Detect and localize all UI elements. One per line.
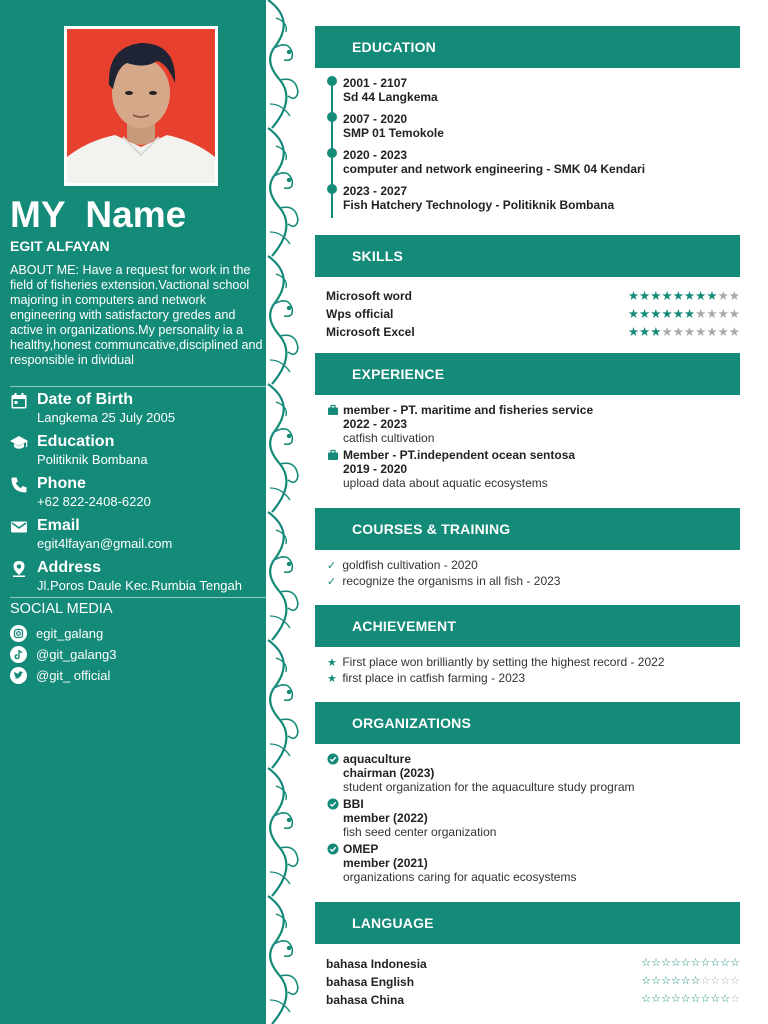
star-filled-icon: ★ <box>627 289 640 303</box>
education-years: 2007 - 2020 <box>343 112 408 126</box>
star-filled-icon: ☆ <box>670 993 681 1005</box>
instagram-icon <box>10 625 27 642</box>
section-header-courses: COURSES & TRAINING <box>315 508 740 550</box>
check-icon: ✓ <box>327 560 337 572</box>
star-filled-icon: ★ <box>650 289 662 303</box>
star-empty-icon: ☆ <box>700 975 711 987</box>
language-rating-stars <box>641 956 740 969</box>
star-icon: ★ <box>327 673 337 685</box>
tiktok-icon <box>10 646 27 663</box>
achievement-item <box>327 655 665 669</box>
decorative-ornament <box>266 0 302 1024</box>
section-header-experience: EXPERIENCE <box>315 353 740 395</box>
contact-label: Email <box>37 517 80 534</box>
social-media-title: SOCIAL MEDIA <box>10 601 113 617</box>
star-empty-icon: ☆ <box>720 975 731 987</box>
education-item <box>343 76 438 104</box>
organization-name: BBI <box>343 797 364 811</box>
star-filled-icon: ★ <box>650 325 662 339</box>
star-empty-icon: ★ <box>672 325 684 339</box>
course-item <box>327 558 478 572</box>
organization-name: aquaculture <box>343 752 412 766</box>
education-years: 2001 - 2107 <box>343 76 408 90</box>
location-pin-icon <box>10 560 28 578</box>
star-empty-icon: ★ <box>717 307 729 321</box>
timeline-dot <box>327 184 337 194</box>
experience-years: 2022 - 2023 <box>343 417 408 431</box>
star-filled-icon: ☆ <box>641 975 652 987</box>
star-filled-icon: ☆ <box>690 993 701 1005</box>
experience-role: Member - PT.independent ocean sentosa <box>343 448 576 462</box>
timeline-dot <box>327 112 337 122</box>
star-filled-icon: ★ <box>650 307 662 321</box>
star-filled-icon: ★ <box>661 307 673 321</box>
organization-name: OMEP <box>343 842 379 856</box>
star-filled-icon: ☆ <box>700 957 711 969</box>
organization-desc: student organization for the aquaculture study program <box>343 780 635 794</box>
experience-years: 2019 - 2020 <box>343 462 408 476</box>
star-empty-icon: ☆ <box>730 993 740 1005</box>
star-filled-icon: ★ <box>695 289 707 303</box>
skill-row <box>326 325 740 341</box>
star-filled-icon: ★ <box>683 289 696 303</box>
education-school: Sd 44 Langkema <box>343 90 438 104</box>
contact-label: Phone <box>37 475 86 492</box>
contact-value: Langkema 25 July 2005 <box>37 410 176 425</box>
star-filled-icon: ☆ <box>710 957 721 969</box>
achievement-text: first place in catfish farming - 2023 <box>342 671 526 685</box>
star-empty-icon: ☆ <box>730 975 740 987</box>
education-years: 2023 - 2027 <box>343 184 408 198</box>
star-filled-icon: ☆ <box>670 957 681 969</box>
star-filled-icon: ☆ <box>651 975 661 987</box>
section-header-achievement: ACHIEVEMENT <box>315 605 740 647</box>
skill-row <box>326 289 740 305</box>
star-filled-icon: ☆ <box>670 975 681 987</box>
contact-value: Jl.Poros Daule Kec.Rumbia Tengah <box>37 578 242 593</box>
skill-rating-stars <box>628 288 740 303</box>
achievement-item <box>327 671 525 685</box>
education-item <box>343 112 444 140</box>
education-school: Fish Hatchery Technology - Politiknik Bombana <box>343 198 615 212</box>
star-filled-icon: ★ <box>627 325 640 339</box>
education-item <box>343 148 645 176</box>
language-row <box>326 993 740 1009</box>
star-empty-icon: ★ <box>717 325 729 339</box>
graduation-cap-icon <box>10 434 28 452</box>
timeline-dot <box>327 76 337 86</box>
language-rating-stars <box>641 992 740 1005</box>
star-empty-icon: ★ <box>695 325 707 339</box>
star-filled-icon: ☆ <box>710 993 721 1005</box>
star-filled-icon: ☆ <box>651 957 661 969</box>
star-filled-icon: ★ <box>627 307 640 321</box>
organization-desc: organizations caring for aquatic ecosystems <box>343 870 577 884</box>
course-item <box>327 574 560 588</box>
star-empty-icon: ★ <box>661 325 673 339</box>
star-filled-icon: ☆ <box>730 957 740 969</box>
organization-role: chairman (2023) <box>343 766 435 780</box>
star-empty-icon: ★ <box>706 307 718 321</box>
star-filled-icon: ☆ <box>661 957 671 969</box>
timeline-dot <box>327 148 337 158</box>
check-icon: ✓ <box>327 576 337 588</box>
education-years: 2020 - 2023 <box>343 148 408 162</box>
social-handle: egit_galang <box>36 626 104 641</box>
education-school: computer and network engineering - SMK 04 Kendari <box>343 162 646 176</box>
divider <box>10 597 266 598</box>
social-handle: @git_ official <box>36 668 111 683</box>
language-row <box>326 957 740 973</box>
contact-label: Address <box>37 559 102 576</box>
education-item <box>343 184 614 212</box>
language-name: bahasa Indonesia <box>326 957 427 971</box>
education-school: SMP 01 Temokole <box>343 126 444 140</box>
briefcase-icon <box>327 449 339 461</box>
star-filled-icon: ☆ <box>700 993 711 1005</box>
star-filled-icon: ★ <box>639 289 651 303</box>
achievement-text: First place won brilliantly by setting the highest record - 2022 <box>342 655 665 669</box>
briefcase-icon <box>327 404 339 416</box>
star-empty-icon: ★ <box>683 325 696 339</box>
star-filled-icon: ★ <box>639 325 651 339</box>
calendar-icon <box>10 392 28 410</box>
star-filled-icon: ☆ <box>680 993 691 1005</box>
star-filled-icon: ☆ <box>690 975 701 987</box>
skill-rating-stars <box>628 306 740 321</box>
section-header-skills: SKILLS <box>315 235 740 277</box>
organization-desc: fish seed center organization <box>343 825 497 839</box>
organization-role: member (2021) <box>343 856 428 870</box>
language-name: bahasa English <box>326 975 415 989</box>
star-filled-icon: ★ <box>672 289 684 303</box>
star-empty-icon: ★ <box>706 325 718 339</box>
star-empty-icon: ★ <box>717 289 729 303</box>
contact-label: Education <box>37 433 115 450</box>
star-empty-icon: ★ <box>695 307 707 321</box>
contact-value: egit4lfayan@gmail.com <box>37 536 173 551</box>
star-filled-icon: ☆ <box>661 993 671 1005</box>
check-circle-icon <box>327 753 339 765</box>
phone-icon <box>10 476 28 494</box>
star-empty-icon: ★ <box>728 307 740 321</box>
star-filled-icon: ★ <box>672 307 684 321</box>
check-circle-icon <box>327 843 339 855</box>
check-circle-icon <box>327 798 339 810</box>
contact-value: +62 822-2408-6220 <box>37 494 151 509</box>
star-filled-icon: ☆ <box>680 975 691 987</box>
star-filled-icon: ☆ <box>661 975 671 987</box>
about-me-text: ABOUT ME: Have a request for work in the field of fisheries extension.Vactional school majoring in computers and network engineering with satisfactory gredes and active in organizations.My personality ia a healthy,honest communcative,disciplined and responsible in dividual <box>10 263 263 367</box>
course-text: recognize the organisms in all fish - 2023 <box>342 574 561 588</box>
contact-label: Date of Birth <box>37 391 133 408</box>
twitter-icon <box>10 667 27 684</box>
star-empty-icon: ☆ <box>710 975 721 987</box>
star-empty-icon: ★ <box>728 325 740 339</box>
section-header-education: EDUCATION <box>315 26 740 68</box>
name-heading: MY Name <box>10 194 187 235</box>
skill-name: Wps official <box>326 307 394 321</box>
email-icon <box>10 518 28 536</box>
skill-name: Microsoft word <box>326 289 412 303</box>
sidebar <box>0 0 266 1024</box>
star-filled-icon: ★ <box>661 289 673 303</box>
star-icon: ★ <box>327 657 337 669</box>
star-filled-icon: ☆ <box>690 957 701 969</box>
experience-desc: catfish cultivation <box>343 431 435 445</box>
star-filled-icon: ☆ <box>680 957 691 969</box>
language-rating-stars <box>641 974 740 987</box>
star-filled-icon: ★ <box>706 289 718 303</box>
course-text: goldfish cultivation - 2020 <box>342 558 478 572</box>
experience-desc: upload data about aquatic ecosystems <box>343 476 548 490</box>
section-header-organizations: ORGANIZATIONS <box>315 702 740 744</box>
profile-photo <box>64 26 218 186</box>
star-filled-icon: ☆ <box>641 993 652 1005</box>
star-filled-icon: ☆ <box>720 993 731 1005</box>
language-name: bahasa China <box>326 993 405 1007</box>
skill-rating-stars <box>628 324 740 339</box>
star-empty-icon: ★ <box>728 289 740 303</box>
section-header-language: LANGUAGE <box>315 902 740 944</box>
skill-name: Microsoft Excel <box>326 325 415 339</box>
star-filled-icon: ☆ <box>651 993 661 1005</box>
language-row <box>326 975 740 991</box>
divider <box>10 386 266 387</box>
experience-role: member - PT. maritime and fisheries service <box>343 403 594 417</box>
social-handle: @git_galang3 <box>36 647 117 662</box>
star-filled-icon: ☆ <box>641 957 652 969</box>
full-name: EGIT ALFAYAN <box>10 238 110 254</box>
star-filled-icon: ☆ <box>720 957 731 969</box>
star-filled-icon: ★ <box>639 307 651 321</box>
contact-value: Politiknik Bombana <box>37 452 148 467</box>
skill-row <box>326 307 740 323</box>
organization-role: member (2022) <box>343 811 428 825</box>
star-filled-icon: ★ <box>683 307 696 321</box>
